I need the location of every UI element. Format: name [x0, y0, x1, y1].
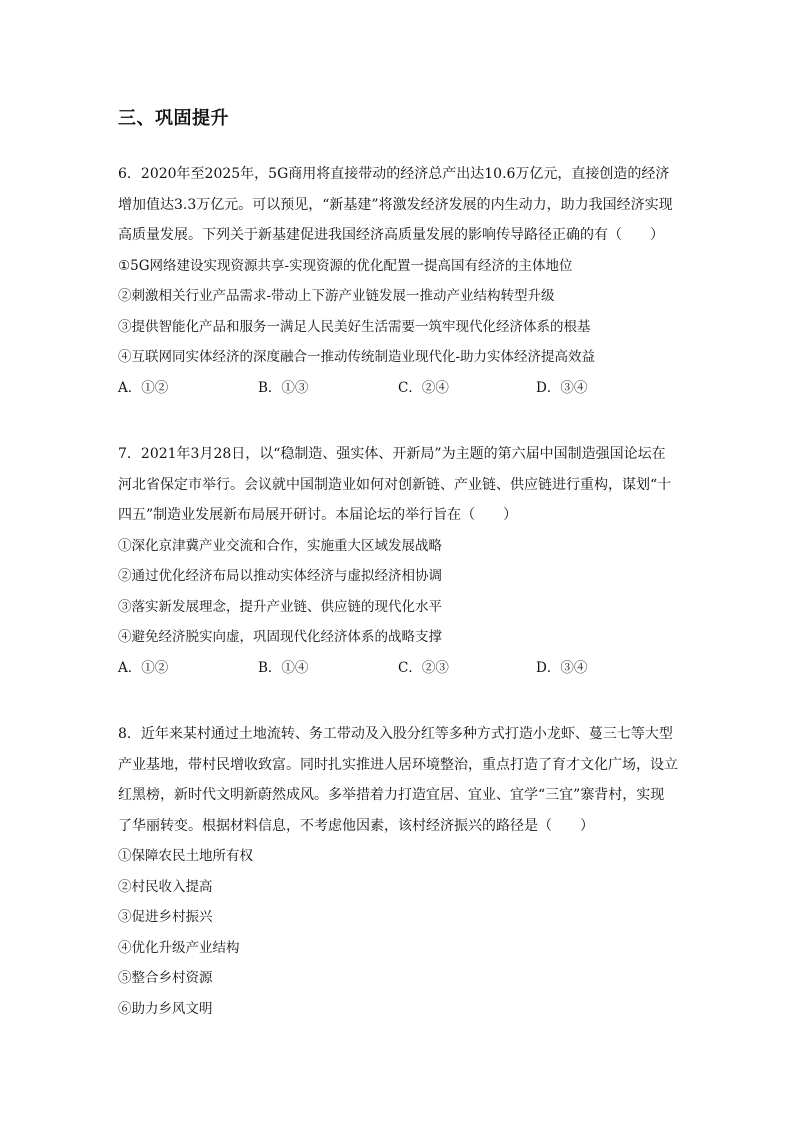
choice-d[interactable]: D．③④ [536, 659, 588, 676]
question-8 [118, 719, 678, 1024]
question-option: ④互联网同实体经济的深度融合一推动传统制造业现代化-助力实体经济提高效益 [118, 349, 596, 365]
question-option: ②通过优化经济布局以推动实体经济与虚拟经济相协调 [118, 568, 442, 584]
question-stem: 8．近年来某村通过土地流转、务工带动及入股分红等多种方式打造小龙虾、蔓三七等大型产业基地，带村民增收致富。同时扎实推进人居环境整治，重点打造了育才文化广场，设立红黑榜，新时代文明新蔚然成风。多举措着力打造宜居、宜业、宜学“三宜”寨背村，实现了华丽转变。根据材料信息，不考虑他因素，该村经济振兴的路径是（ ） [118, 726, 678, 834]
choice-a[interactable]: A．①② [118, 379, 169, 396]
answer-choices [118, 653, 678, 684]
choice-c[interactable]: C．②③ [398, 659, 449, 676]
question-6 [118, 159, 678, 403]
choice-a[interactable]: A．①② [118, 659, 169, 676]
question-option: ④避免经济脱实向虚，巩固现代化经济体系的战略支撑 [118, 629, 442, 645]
question-option: ③提供智能化产品和服务一满足人民美好生活需要一筑牢现代化经济体系的根基 [118, 318, 591, 335]
question-option: ①深化京津冀产业交流和合作，实施重大区域发展战略 [118, 537, 442, 554]
question-option: ⑤整合乡村资源 [118, 970, 213, 986]
question-option: ③促进乡村振兴 [118, 909, 213, 925]
question-stem: 6．2020年至2025年，5G商用将直接带动的经济总产出达10.6万亿元，直接创造的经济增加值达3.3万亿元。可以预见，“新基建”将激发经济发展的内生动力，助力我国经济实现高质量发展。下列关于新基建促进我国经济高质量发展的影响传导路径正确的有（ ） [118, 166, 673, 243]
question-option: ③落实新发展理念，提升产业链、供应链的现代化水平 [118, 598, 442, 615]
choice-d[interactable]: D．③④ [536, 379, 588, 396]
section-title: 三、巩固提升 [118, 108, 229, 129]
answer-choices [118, 373, 678, 404]
choice-c[interactable]: C．②④ [398, 379, 449, 396]
question-option: ②刺激相关行业产品需求-带动上下游产业链发展一推动产业结构转型升级 [118, 288, 555, 304]
question-stem: 7．2021年3月28日，以“稳制造、强实体、开新局”为主题的第六届中国制造强国论坛在河北省保定市举行。会议就中国制造业如何对创新链、产业链、供应链进行重构，谋划“十四五”制造业发展新布局展开研讨。本届论坛的举行旨在（ ） [118, 446, 672, 523]
choice-b[interactable]: B．①④ [258, 659, 309, 676]
question-option: ④优化升级产业结构 [118, 939, 240, 956]
choice-b[interactable]: B．①③ [258, 379, 309, 396]
question-option: ①5G网络建设实现资源共享-实现资源的优化配置一提高国有经济的主体地位 [118, 257, 573, 274]
question-option: ⑥助力乡风文明 [118, 1000, 213, 1017]
question-7 [118, 439, 678, 683]
question-option: ①保障农民土地所有权 [118, 848, 253, 864]
question-option: ②村民收入提高 [118, 878, 213, 895]
